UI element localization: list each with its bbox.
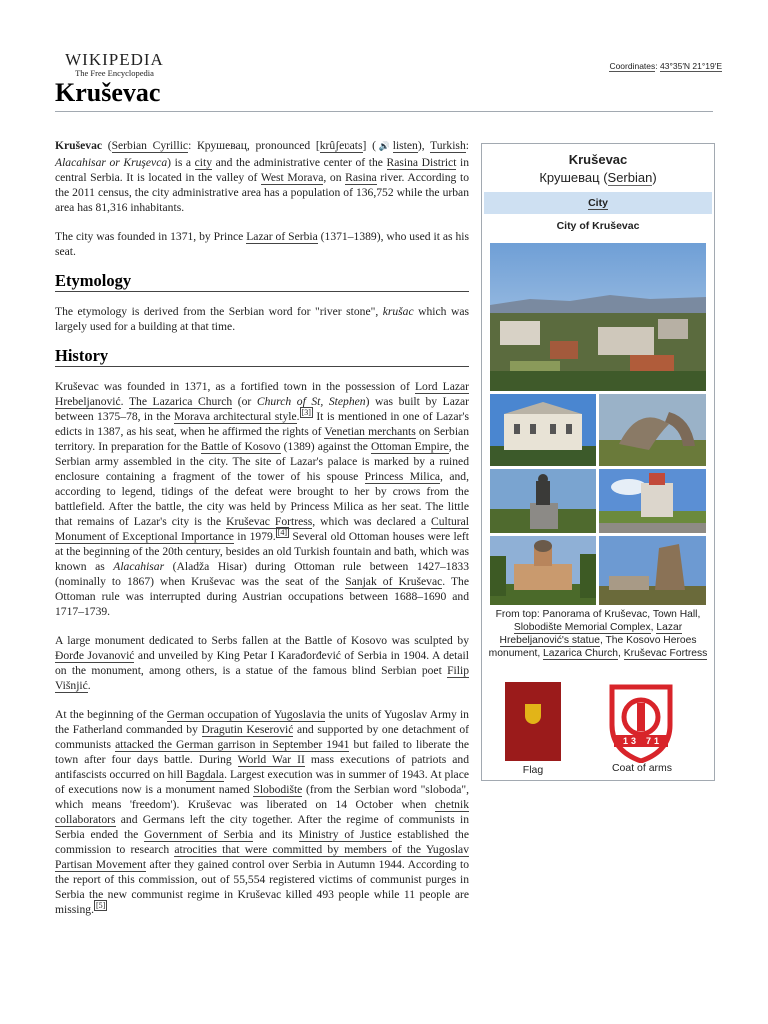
text: ) is a — [167, 156, 195, 169]
text: and unveiled by King Petar I Karađorđević of Serbia in 1904. A detail on the monument, among others, is a statue of the famous blind Serbian poet — [55, 649, 469, 677]
infobox-native-name: Крушевац (Serbian) — [539, 170, 657, 185]
link-cultural-monument[interactable]: Cultural Monument of Exceptional Importance — [55, 515, 469, 543]
text: (Aladža Hisar) during Ottoman rule between 1427–1833 (nominally to 1867) when Kruševac was the seat of the — [55, 560, 469, 588]
link-rasina[interactable]: Rasina — [345, 171, 377, 184]
link-battle-of-kosovo[interactable]: Battle of Kosovo — [200, 440, 281, 453]
coordinates-label: Coordinates — [609, 61, 656, 71]
text: It is mentioned in one of Lazar's edicts in 1387, as his seat, when he affirmed the rights of — [55, 410, 469, 438]
heading-history: History — [55, 348, 469, 367]
link-lazarica-church[interactable]: The Lazarica Church — [128, 395, 233, 408]
text: : — [465, 139, 469, 152]
flag-emblem-icon — [525, 704, 541, 724]
text: (1389) against the — [280, 440, 371, 453]
text: ) was built by Lazar between 1375–78, in the — [55, 395, 469, 423]
text: ( — [102, 139, 112, 152]
wikipedia-tagline: The Free Encyclopedia — [75, 68, 154, 78]
wikipedia-wordmark: WIKIPEDIA — [65, 50, 164, 69]
link-turkish[interactable]: Turkish — [430, 139, 466, 152]
text: (1371–1389), who used it as his seat. — [55, 230, 469, 258]
term-krusac: krušac — [382, 305, 414, 318]
panorama-photo[interactable] — [490, 243, 706, 391]
history-paragraph-1 — [55, 379, 469, 619]
title-divider — [55, 111, 713, 112]
history-paragraph-2 — [55, 633, 469, 693]
text: . Largest execution was in summer of 1943. At place of executions now is a monument named — [55, 768, 469, 796]
text: , — [650, 622, 657, 633]
town-hall-photo[interactable] — [490, 394, 596, 466]
link-bagdala[interactable]: Bagdala — [186, 768, 225, 781]
text: Several old Ottoman houses were left at the beginning of the 20th century, besides an old Turkish fountain and bath, which was known as — [55, 530, 470, 573]
text: From top: Panorama of Kruševac, Town Hall, — [495, 609, 701, 620]
text: and Germans left the city together. After the regime of communists in Serbia ended the — [55, 813, 469, 841]
link-chetnik-collaborators[interactable]: chetnik collaborators — [55, 798, 469, 826]
link-djordje-jovanovic[interactable]: Đorđe Jovanović — [55, 649, 135, 662]
text: but failed to liberate the town after four days battle. During — [55, 738, 470, 766]
coat-of-arms-image[interactable] — [608, 681, 674, 763]
link-sanjak-of-krusevac[interactable]: Sanjak of Kruševac — [345, 575, 443, 588]
krusevac-fortress-photo[interactable] — [599, 536, 706, 605]
link-west-morava[interactable]: West Morava — [260, 171, 324, 184]
text: At the beginning of the — [55, 708, 167, 721]
link-venetian-merchants[interactable]: Venetian merchants — [324, 425, 416, 438]
coordinates-value-link[interactable]: 43°35′N 21°19′E — [660, 61, 722, 71]
intro-paragraph-1 — [55, 138, 469, 215]
text: . The Ottoman rule was interrupted during Austrian occupations between 1688–1690 and 1717–1739. — [55, 575, 469, 618]
link-slobodiste-complex[interactable]: Slobodište Memorial Complex — [513, 622, 651, 633]
wikipedia-logo[interactable] — [62, 50, 167, 78]
link-rasina-district[interactable]: Rasina District — [386, 156, 457, 169]
coat-of-arms-label: Coat of arms — [611, 762, 673, 774]
article-content — [55, 138, 469, 931]
infobox-title: Kruševac — [568, 152, 628, 167]
link-ottoman-empire[interactable]: Ottoman Empire — [370, 440, 449, 453]
citation-3[interactable]: [3] — [301, 408, 311, 418]
text: Kruševac was founded in 1371, as a fortified town in the possession of — [55, 380, 415, 393]
text: and the administrative center of the — [212, 156, 387, 169]
coordinates: Coordinates: 43°35′N 21°19′E — [609, 61, 722, 71]
etymology-paragraph — [55, 304, 469, 334]
link-serbian-cyrillic[interactable]: Serbian Cyrillic — [111, 139, 189, 152]
text: ] ( — [362, 139, 376, 152]
link-attacked-garrison[interactable]: attacked the German garrison in September 1941 — [115, 738, 350, 751]
infobox-type-row — [484, 192, 712, 214]
church-alt-name: Church of St, Stephen — [256, 395, 366, 408]
link-lord-lazar[interactable]: Lord Lazar Hrebeljanović — [55, 380, 469, 408]
text: in 1979. — [233, 530, 276, 543]
text: , on — [323, 171, 346, 184]
text: ), — [417, 139, 431, 152]
link-ipa[interactable]: krûʃeʋats — [319, 139, 363, 152]
turkish-name: Alacahisar or Kruşevca — [55, 156, 168, 169]
link-slobodiste[interactable]: Slobodište — [253, 783, 303, 796]
text: on Serbian territory. In preparation for the — [55, 425, 469, 453]
speaker-icon[interactable]: 🔊 — [375, 142, 393, 152]
link-princess-milica[interactable]: Princess Milica — [364, 470, 441, 483]
flag-label: Flag — [522, 764, 544, 776]
text: . — [296, 410, 300, 423]
text: river. According to the 2011 census, the city administrative area has a population of 136,752 while the urban area has 81,316 inhabitants. — [55, 171, 469, 214]
text: mass executions of patriots and antifascists occurred on hill — [55, 753, 469, 781]
text: , — [618, 648, 624, 659]
slobodiste-photo[interactable] — [599, 394, 706, 466]
link-lazar-statue[interactable]: Lazar Hrebeljanović's statue — [499, 622, 683, 646]
link-morava-style[interactable]: Morava architectural style — [173, 410, 297, 423]
link-lazar-of-serbia[interactable]: Lazar of Serbia — [246, 230, 318, 243]
coordinates-label-link[interactable] — [609, 61, 655, 72]
link-filip-visnjic[interactable]: Filip Višnjić — [55, 664, 469, 692]
text: A large monument dedicated to Serbs fallen at the Battle of Kosovo was sculpted by — [55, 634, 469, 647]
link-city[interactable]: city — [194, 156, 213, 169]
infobox — [481, 143, 715, 781]
text: . — [120, 395, 129, 408]
lead-title: Kruševac — [55, 139, 103, 152]
text: (from the Serbian word "sloboda", which means 'freedom'). Kruševac was liberated on 14 October when — [55, 783, 469, 811]
text: , which was declared a — [312, 515, 431, 528]
text: and its — [253, 828, 299, 841]
link-serbian[interactable]: Serbian — [607, 170, 653, 185]
citation-4[interactable]: [4] — [277, 528, 288, 538]
link-dragutin-keserovic[interactable]: Dragutin Keserović — [201, 723, 294, 736]
page-title: Kruševac — [55, 78, 161, 107]
intro-paragraph-2 — [55, 229, 469, 259]
link-government-of-serbia[interactable]: Government of Serbia — [144, 828, 254, 841]
text: , The Kosovo Heroes monument, — [488, 635, 697, 659]
text: , the Serbian army assembled in the city. The site of Lazar's palace is marked by a ruined enclosure containing a fragment of the tower of his spouse — [55, 440, 469, 483]
kosovo-heroes-monument-photo[interactable] — [599, 469, 706, 533]
link-world-war-ii[interactable]: World War II — [237, 753, 305, 766]
text: which was largely used for a building at that time. — [55, 305, 469, 333]
text: : Крушевац, pronounced [ — [188, 139, 320, 152]
link-krusevac-fortress-caption[interactable]: Kruševac Fortress — [623, 648, 708, 659]
citation-5[interactable]: [5] — [95, 901, 106, 911]
text: after they gained control over Serbia in Autumn 1944. According to the report of this commission, out of 55,554 registered victims of communist purges in Serbia the new communist regime in Kruševac killed 493 people while 11 people are missing. — [55, 858, 469, 916]
infobox-caption — [488, 608, 708, 660]
infobox-official-name: City of Kruševac — [556, 220, 640, 232]
text: established the commission to research — [55, 828, 470, 856]
heading-etymology: Etymology — [55, 273, 469, 292]
text: (or — [232, 395, 257, 408]
link-listen[interactable]: listen — [392, 139, 418, 152]
text: The city was founded in 1371, by Prince — [55, 230, 247, 243]
text: The etymology is derived from the Serbian word for "river stone", — [55, 305, 383, 318]
link-ministry-of-justice[interactable]: Ministry of Justice — [298, 828, 392, 841]
link-partisan-atrocities[interactable]: atrocities that were committed by members of the Yugoslav Partisan Movement — [55, 843, 469, 871]
coa-numeral-2: 3 — [631, 736, 637, 746]
native-name: Крушевац — [539, 170, 600, 185]
link-krusevac-fortress[interactable]: Kruševac Fortress — [226, 515, 313, 528]
lazar-statue-photo[interactable] — [490, 469, 596, 533]
link-city-type[interactable]: City — [588, 197, 608, 209]
link-lazarica-church-caption[interactable]: Lazarica Church — [543, 648, 619, 659]
lazarica-church-photo[interactable] — [490, 536, 596, 605]
history-paragraph-3 — [55, 707, 469, 917]
coa-numeral-3: 7 — [646, 736, 652, 746]
text: , and, according to legend, tidings of the defeat were brought to her by crows from the battlefield. After the battle, the city was held by Princess Milica as her seat. The little that remains of Lazar's city is the — [55, 470, 469, 528]
photo-collage — [490, 243, 706, 605]
coa-numeral-4: 1 — [654, 736, 660, 746]
coa-numeral-1: 1 — [623, 736, 629, 746]
text: . — [87, 679, 91, 692]
city-flag-image[interactable] — [505, 682, 561, 761]
text: the units of Yugoslav Army in the Fatherland commanded by — [55, 708, 469, 736]
text: and supported by one detachment of communists — [55, 723, 470, 751]
term-alacahisar: Alacahisar — [113, 560, 165, 573]
text: in central Serbia. It is located in the valley of — [55, 156, 470, 184]
link-german-occupation[interactable]: German occupation of Yugoslavia — [166, 708, 326, 721]
